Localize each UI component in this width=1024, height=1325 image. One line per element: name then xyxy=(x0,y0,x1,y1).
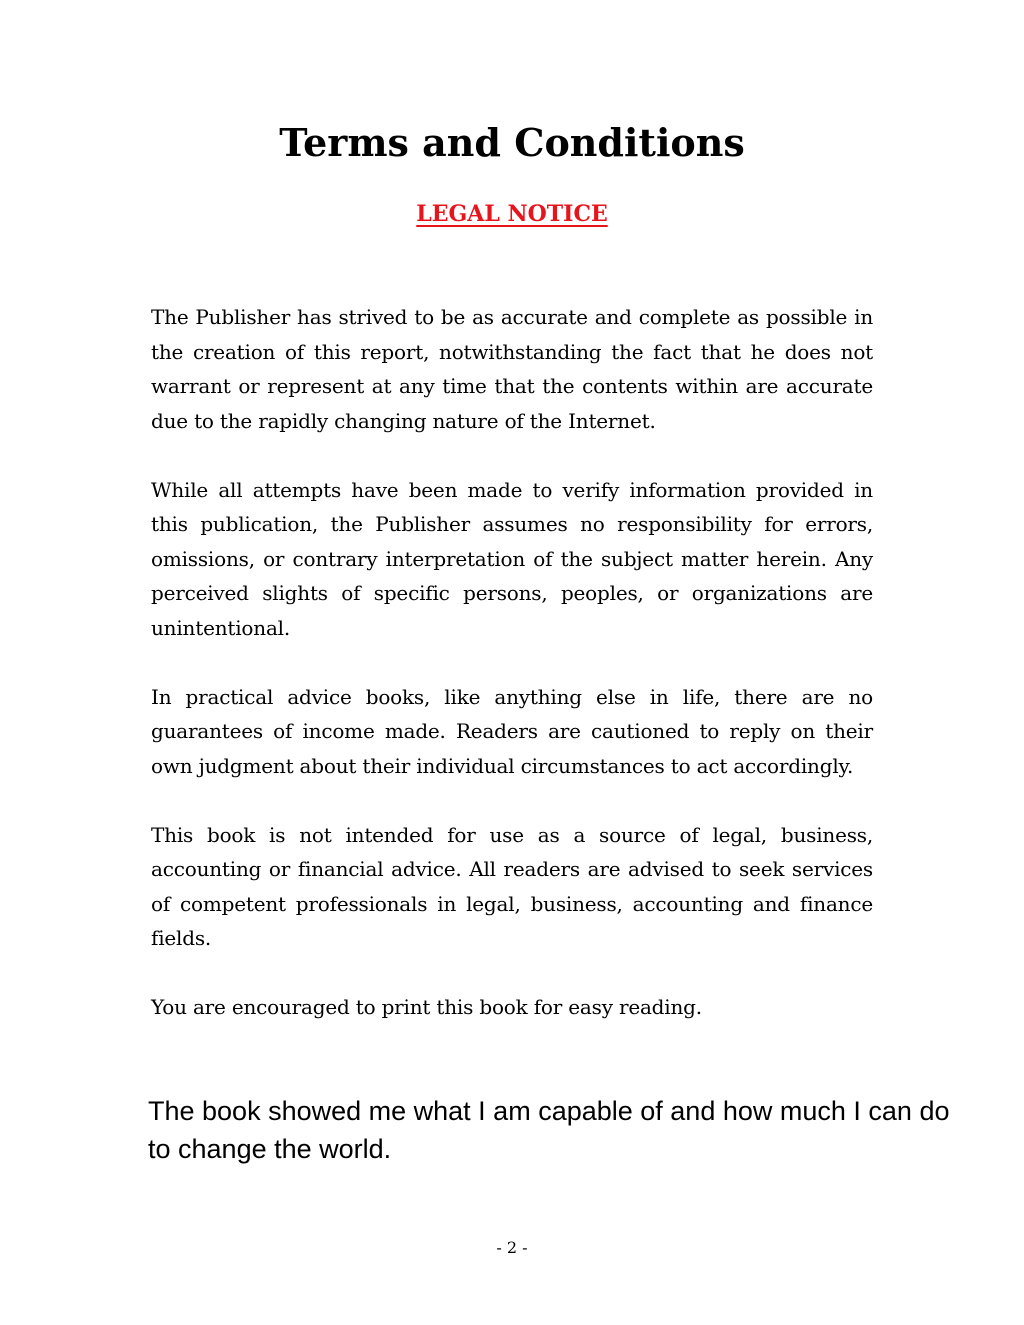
paragraph-responsibility: While all attempts have been made to verify information provided in this publication, the Publisher assumes no responsibility for errors, omissions, or contrary interpretation of the subject matter herein. Any perceived slights of specific persons, peoples, or organizations are unintentional. xyxy=(151,477,873,640)
paragraph-accuracy: The Publisher has strived to be as accurate and complete as possible in the creation of this report, notwithstanding the fact that he does not warrant or represent at any time that the contents within are accurate due to the rapidly changing nature of the Internet. xyxy=(151,305,873,433)
legal-notice-heading: LEGAL NOTICE xyxy=(416,201,608,227)
paragraph-not-advice: This book is not intended for use as a source of legal, business, accounting or financial advice. All readers are advised to seek services of competent professionals in legal, business, accounting and finance fields. xyxy=(151,822,873,950)
paragraph-no-guarantees: In practical advice books, like anything else in life, there are no guarantees of income made. Readers are cautioned to reply on their own judgment about their individual circumstances to act accordingly. xyxy=(151,684,873,778)
testimonial-quote: The book showed me what I am capable of and how much I can do to change the world. xyxy=(148,1096,950,1164)
page-number: - 2 - xyxy=(496,1238,528,1257)
paragraph-print: You are encouraged to print this book for easy reading. xyxy=(151,995,702,1019)
page-title: Terms and Conditions xyxy=(279,120,745,165)
legal-notice-body xyxy=(151,300,873,1059)
